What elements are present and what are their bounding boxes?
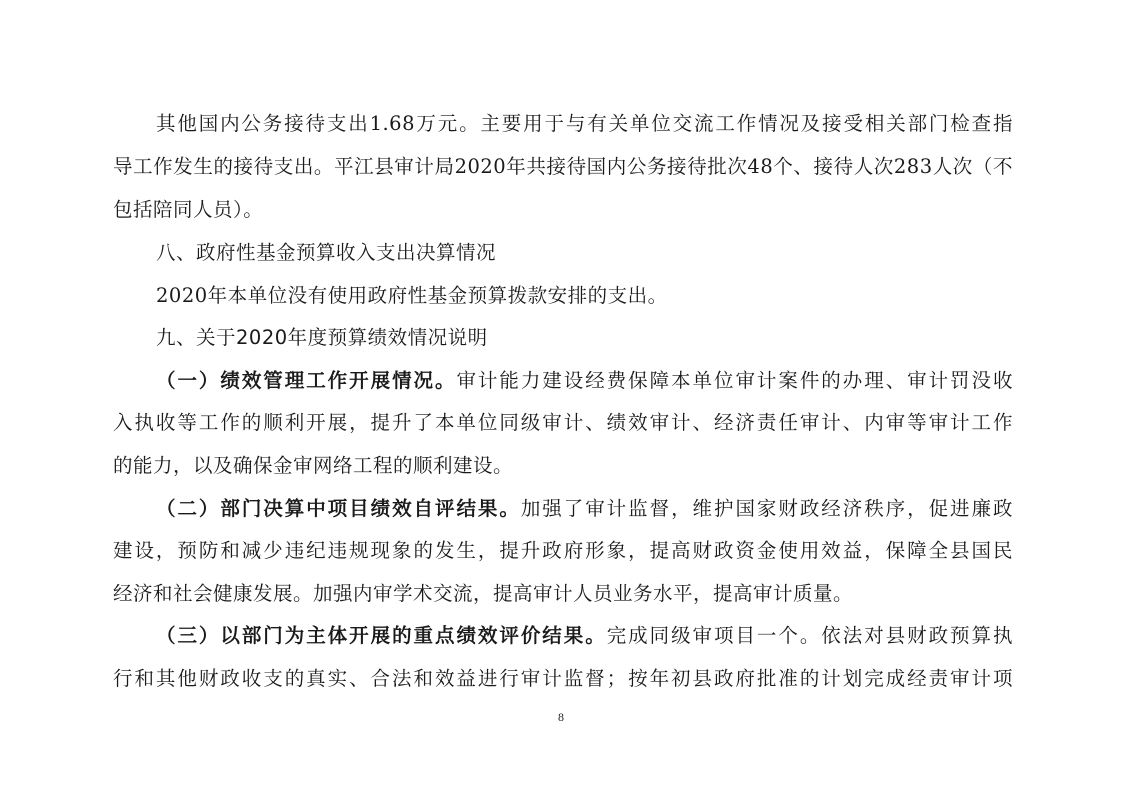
paragraph-text: 审计能力建设经费保障本单位审计案件的办理、审计罚没收 <box>456 369 1013 392</box>
paragraph-line: 入执收等工作的顺利开展，提升了本单位同级审计、绩效审计、经济责任审计、内审等审计工作 <box>113 411 1013 434</box>
subsection-title: （二）部门决算中项目绩效自评结果。 <box>156 497 521 520</box>
paragraph-line: 2020年本单位没有使用政府性基金预算拨款安排的支出。 <box>156 284 668 307</box>
paragraph-line: 经济和社会健康发展。加强内审学术交流，提高审计人员业务水平，提高审计质量。 <box>113 582 854 605</box>
paragraph-line: 行和其他财政收支的真实、合法和效益进行审计监督；按年初县政府批准的计划完成经责审计项 <box>113 667 1013 690</box>
paragraph-text: 加强了审计监督，维护国家财政经济秩序，促进廉政 <box>520 497 1013 520</box>
paragraph-line: 其他国内公务接待支出1.68万元。主要用于与有关单位交流工作情况及接受相关部门检查指 <box>156 112 1013 135</box>
page-number: 8 <box>558 710 564 724</box>
paragraph-line: 导工作发生的接待支出。平江县审计局2020年共接待国内公务接待批次48个、接待人次283人次（不 <box>113 155 1013 178</box>
paragraph-line <box>156 367 1013 395</box>
paragraph-text: 完成同级审项目一个。依法对县财政预算执 <box>606 624 1013 647</box>
paragraph-line <box>156 495 1013 523</box>
subsection-title: （三）以部门为主体开展的重点绩效评价结果。 <box>156 624 607 647</box>
paragraph-line: 的能力，以及确保金审网络工程的顺利建设。 <box>113 454 514 477</box>
section-heading: 八、政府性基金预算收入支出决算情况 <box>156 241 497 264</box>
paragraph-line <box>156 622 1013 650</box>
subsection-title: （一）绩效管理工作开展情况。 <box>156 369 457 392</box>
paragraph-line: 建设，预防和减少违纪违规现象的发生，提升政府形象，提高财政资金使用效益，保障全县国民 <box>113 539 1013 562</box>
section-heading: 九、关于2020年度预算绩效情况说明 <box>156 326 488 349</box>
paragraph-line: 包括陪同人员）。 <box>113 198 264 221</box>
